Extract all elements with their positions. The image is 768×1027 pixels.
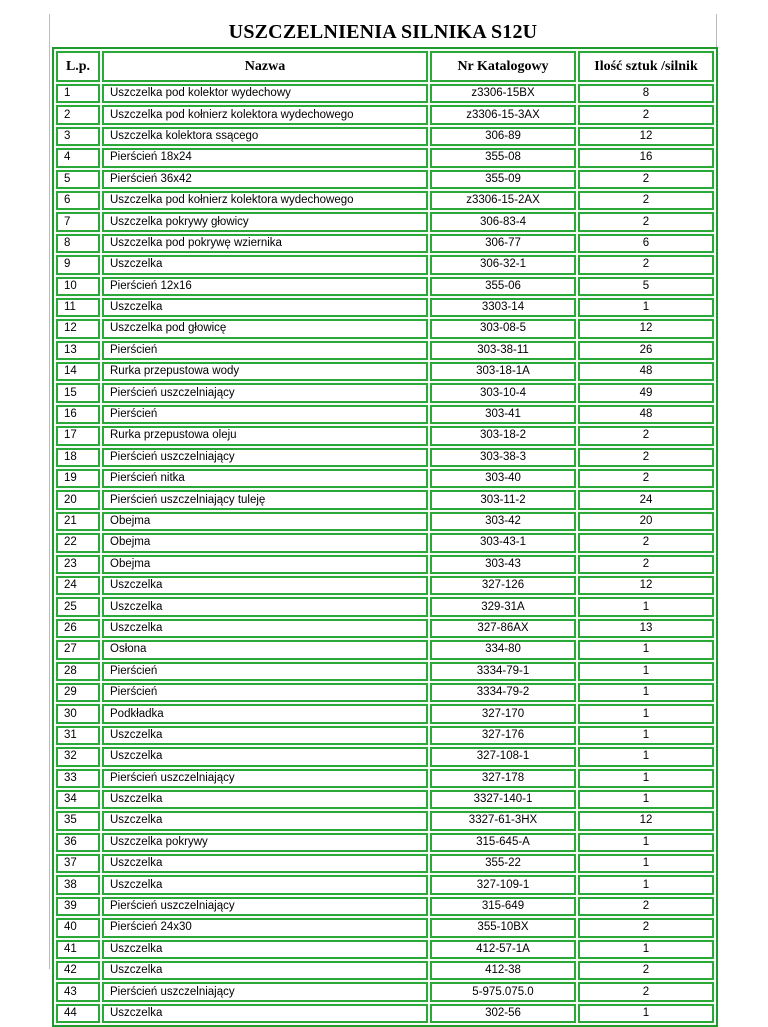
catalog-number: 303-18-1A [430,362,576,381]
catalog-number: 327-178 [430,769,576,788]
part-name: Uszczelka kolektora ssącego [102,127,428,146]
catalog-number: 315-649 [430,897,576,916]
row-number: 5 [56,170,100,189]
table-row [56,897,714,916]
row-number: 9 [56,255,100,274]
row-number: 1 [56,84,100,103]
part-name: Uszczelka [102,597,428,616]
row-number: 8 [56,234,100,253]
part-name: Pierścień uszczelniający [102,448,428,467]
part-name: Uszczelka [102,875,428,894]
quantity: 2 [578,212,714,231]
catalog-number: 327-170 [430,704,576,723]
parts-table [52,47,718,1027]
row-number: 15 [56,383,100,402]
part-name: Uszczelka pokrywy [102,833,428,852]
row-number: 3 [56,127,100,146]
row-number: 41 [56,940,100,959]
row-number: 23 [56,555,100,574]
part-name: Uszczelka pod kołnierz kolektora wydechowego [102,105,428,124]
catalog-number: 5-975.075.0 [430,982,576,1001]
table-row [56,790,714,809]
row-number: 40 [56,918,100,937]
part-name: Pierścień nitka [102,469,428,488]
header-qty: Ilość sztuk /silnik [578,51,714,82]
catalog-number: 327-109-1 [430,875,576,894]
part-name: Uszczelka [102,726,428,745]
header-catalog: Nr Katalogowy [430,51,576,82]
catalog-number: 412-57-1A [430,940,576,959]
quantity: 1 [578,640,714,659]
part-name: Pierścień [102,405,428,424]
part-name: Rurka przepustowa wody [102,362,428,381]
table-row [56,341,714,360]
table-row [56,448,714,467]
table-row [56,747,714,766]
part-name: Pierścień 24x30 [102,918,428,937]
row-number: 36 [56,833,100,852]
row-number: 37 [56,854,100,873]
table-row [56,277,714,296]
table-row [56,319,714,338]
catalog-number: 303-38-11 [430,341,576,360]
part-name: Obejma [102,555,428,574]
row-number: 30 [56,704,100,723]
part-name: Pierścień 18x24 [102,148,428,167]
quantity: 2 [578,961,714,980]
catalog-number: 3327-140-1 [430,790,576,809]
quantity: 12 [578,127,714,146]
part-name: Uszczelka [102,298,428,317]
quantity: 1 [578,833,714,852]
part-name: Pierścień [102,341,428,360]
quantity: 12 [578,576,714,595]
table-row [56,383,714,402]
part-name: Uszczelka [102,940,428,959]
table-row [56,555,714,574]
catalog-number: 302-56 [430,1004,576,1023]
catalog-number: 303-43-1 [430,533,576,552]
table-row [56,512,714,531]
catalog-number: 303-10-4 [430,383,576,402]
quantity: 48 [578,405,714,424]
catalog-number: 3303-14 [430,298,576,317]
table-row [56,662,714,681]
catalog-number: 355-22 [430,854,576,873]
quantity: 2 [578,469,714,488]
quantity: 1 [578,875,714,894]
quantity: 1 [578,683,714,702]
part-name: Pierścień [102,683,428,702]
quantity: 48 [578,362,714,381]
table-row [56,619,714,638]
part-name: Uszczelka [102,790,428,809]
quantity: 1 [578,940,714,959]
catalog-number: 412-38 [430,961,576,980]
table-row [56,811,714,830]
row-number: 20 [56,490,100,509]
quantity: 2 [578,897,714,916]
table-row [56,170,714,189]
part-name: Uszczelka pod kolektor wydechowy [102,84,428,103]
catalog-number: 303-08-5 [430,319,576,338]
table-row [56,191,714,210]
quantity: 26 [578,341,714,360]
table-row [56,704,714,723]
catalog-number: 355-06 [430,277,576,296]
part-name: Obejma [102,512,428,531]
part-name: Uszczelka pod kołnierz kolektora wydechowego [102,191,428,210]
quantity: 1 [578,298,714,317]
quantity: 2 [578,170,714,189]
table-row [56,298,714,317]
part-name: Osłona [102,640,428,659]
part-name: Pierścień 12x16 [102,277,428,296]
row-number: 13 [56,341,100,360]
catalog-number: 355-09 [430,170,576,189]
row-number: 27 [56,640,100,659]
row-number: 39 [56,897,100,916]
table-row [56,854,714,873]
table-row [56,84,714,103]
table-row [56,683,714,702]
row-number: 17 [56,426,100,445]
catalog-number: 303-43 [430,555,576,574]
part-name: Uszczelka pod głowicę [102,319,428,338]
table-row [56,533,714,552]
quantity: 49 [578,383,714,402]
row-number: 16 [56,405,100,424]
row-number: 42 [56,961,100,980]
quantity: 2 [578,105,714,124]
table-row [56,469,714,488]
catalog-number: 3327-61-3HX [430,811,576,830]
table-row [56,234,714,253]
catalog-number: 303-18-2 [430,426,576,445]
table-row [56,576,714,595]
quantity: 1 [578,790,714,809]
catalog-number: 327-108-1 [430,747,576,766]
row-number: 43 [56,982,100,1001]
quantity: 2 [578,191,714,210]
row-number: 33 [56,769,100,788]
row-number: 34 [56,790,100,809]
row-number: 12 [56,319,100,338]
part-name: Uszczelka [102,747,428,766]
table-row [56,597,714,616]
catalog-number: 306-77 [430,234,576,253]
table-row [56,148,714,167]
part-name: Pierścień [102,662,428,681]
quantity: 2 [578,255,714,274]
part-name: Pierścień uszczelniający [102,897,428,916]
catalog-number: 327-126 [430,576,576,595]
table-row [56,362,714,381]
table-row [56,255,714,274]
row-number: 24 [56,576,100,595]
table-header-row [56,51,714,82]
quantity: 20 [578,512,714,531]
part-name: Uszczelka pod pokrywę wziernika [102,234,428,253]
table-row [56,212,714,231]
row-number: 22 [56,533,100,552]
quantity: 13 [578,619,714,638]
part-name: Pierścień uszczelniający [102,383,428,402]
part-name: Uszczelka [102,576,428,595]
part-name: Uszczelka [102,619,428,638]
quantity: 1 [578,1004,714,1023]
table-row [56,640,714,659]
document-title: USZCZELNIENIA SILNIKA S12U [228,21,538,43]
quantity: 12 [578,811,714,830]
row-number: 7 [56,212,100,231]
quantity: 24 [578,490,714,509]
row-number: 28 [56,662,100,681]
table-row [56,875,714,894]
catalog-number: 3334-79-2 [430,683,576,702]
catalog-number: 355-08 [430,148,576,167]
quantity: 2 [578,426,714,445]
catalog-number: 327-86AX [430,619,576,638]
part-name: Uszczelka [102,255,428,274]
table-row [56,940,714,959]
part-name: Obejma [102,533,428,552]
part-name: Pierścień uszczelniający tuleję [102,490,428,509]
catalog-number: 303-41 [430,405,576,424]
quantity: 2 [578,533,714,552]
table-row [56,769,714,788]
table-row [56,961,714,980]
quantity: 1 [578,726,714,745]
table-row [56,918,714,937]
catalog-number: 334-80 [430,640,576,659]
table-body [56,84,714,1023]
part-name: Podkładka [102,704,428,723]
table-row [56,726,714,745]
quantity: 2 [578,918,714,937]
part-name: Uszczelka [102,811,428,830]
catalog-number: 303-38-3 [430,448,576,467]
catalog-number: 303-11-2 [430,490,576,509]
row-number: 11 [56,298,100,317]
row-number: 35 [56,811,100,830]
table-row [56,833,714,852]
catalog-number: 306-89 [430,127,576,146]
catalog-number: 329-31A [430,597,576,616]
quantity: 6 [578,234,714,253]
table-row [56,426,714,445]
catalog-number: z3306-15-3AX [430,105,576,124]
quantity: 1 [578,597,714,616]
header-lp: L.p. [56,51,100,82]
catalog-number: z3306-15-2AX [430,191,576,210]
row-number: 38 [56,875,100,894]
quantity: 2 [578,982,714,1001]
table-row [56,1004,714,1023]
catalog-number: 315-645-A [430,833,576,852]
row-number: 6 [56,191,100,210]
quantity: 1 [578,747,714,766]
quantity: 5 [578,277,714,296]
table-row [56,105,714,124]
row-number: 19 [56,469,100,488]
part-name: Rurka przepustowa oleju [102,426,428,445]
part-name: Pierścień 36x42 [102,170,428,189]
row-number: 4 [56,148,100,167]
part-name: Uszczelka [102,1004,428,1023]
row-number: 31 [56,726,100,745]
catalog-number: 303-42 [430,512,576,531]
catalog-number: 355-10BX [430,918,576,937]
quantity: 16 [578,148,714,167]
quantity: 8 [578,84,714,103]
quantity: 2 [578,448,714,467]
row-number: 10 [56,277,100,296]
row-number: 21 [56,512,100,531]
quantity: 2 [578,555,714,574]
row-number: 2 [56,105,100,124]
quantity: 12 [578,319,714,338]
catalog-number: 3334-79-1 [430,662,576,681]
catalog-number: z3306-15BX [430,84,576,103]
catalog-number: 327-176 [430,726,576,745]
row-number: 32 [56,747,100,766]
table-row [56,127,714,146]
row-number: 18 [56,448,100,467]
table-row [56,490,714,509]
row-number: 26 [56,619,100,638]
quantity: 1 [578,662,714,681]
quantity: 1 [578,769,714,788]
quantity: 1 [578,704,714,723]
row-number: 44 [56,1004,100,1023]
quantity: 1 [578,854,714,873]
table-row [56,405,714,424]
catalog-number: 306-32-1 [430,255,576,274]
row-number: 29 [56,683,100,702]
row-number: 14 [56,362,100,381]
part-name: Uszczelka [102,854,428,873]
row-number: 25 [56,597,100,616]
part-name: Uszczelka [102,961,428,980]
catalog-number: 303-40 [430,469,576,488]
part-name: Uszczelka pokrywy głowicy [102,212,428,231]
part-name: Pierścień uszczelniający [102,982,428,1001]
part-name: Pierścień uszczelniający [102,769,428,788]
catalog-number: 306-83-4 [430,212,576,231]
table-row [56,982,714,1001]
header-name: Nazwa [102,51,428,82]
